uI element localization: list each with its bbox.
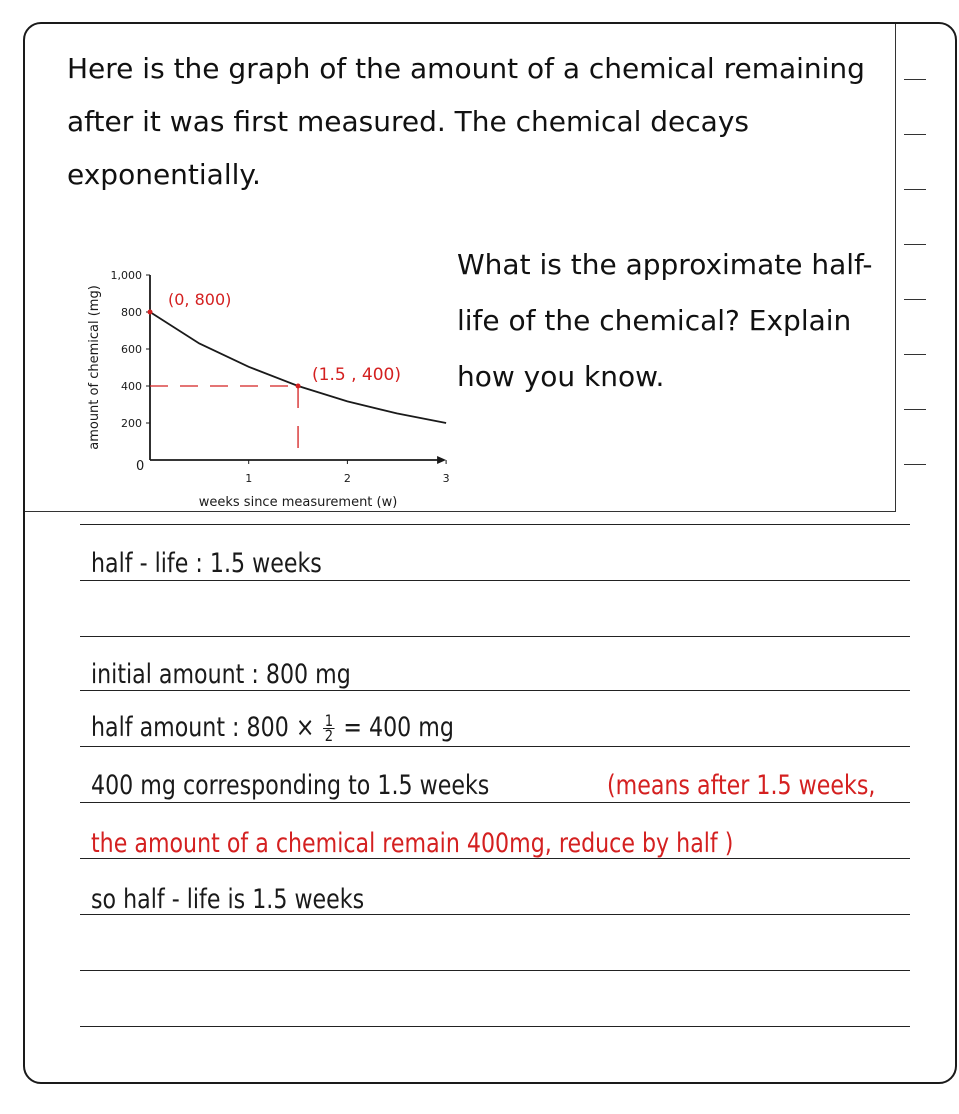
answer-line-4-black: 400 mg corresponding to 1.5 weeks (91, 770, 490, 801)
answer-line-3-prefix: half amount : 800 × (91, 712, 315, 743)
point-start (148, 310, 153, 315)
annotation-half-life: (1.5 , 400) (312, 365, 402, 385)
y-tick-label: 1,000 (110, 269, 142, 282)
margin-rules (896, 24, 936, 511)
y-tick-label: 800 (121, 306, 142, 319)
question-box (25, 24, 896, 512)
fraction-denominator: 2 (324, 726, 334, 745)
y-tick-label: 400 (121, 380, 142, 393)
x-tick-label: 2 (343, 472, 351, 485)
answer-line-4-red: (means after 1.5 weeks, (607, 770, 876, 801)
answer-line-2: initial amount : 800 mg (91, 659, 351, 690)
question-ask: What is the approximate half-life of the chemical? Explain how you know. (457, 248, 873, 393)
point-half-life (296, 384, 301, 389)
answer-line-1: half - life : 1.5 weeks (91, 548, 322, 579)
answer-line-5-red: the amount of a chemical remain 400mg, reduce by half ) (91, 828, 734, 859)
answer-line-3 (91, 711, 454, 745)
x-axis-label: weeks since measurement (w) (198, 495, 398, 510)
half-fraction (323, 711, 335, 745)
origin-label: 0 (136, 459, 145, 474)
answer-line-3-suffix: = 400 mg (343, 712, 454, 743)
question-intro: Here is the graph of the amount of a chemical remaining after it was first measured. The chemical decays exponentially. (67, 52, 865, 191)
y-tick-label: 200 (121, 417, 142, 430)
y-tick-label: 600 (121, 343, 142, 356)
worksheet-card (23, 22, 957, 1084)
x-tick-label: 1 (245, 472, 253, 485)
answer-line-6: so half - life is 1.5 weeks (91, 884, 365, 915)
fraction-numerator: 1 (324, 711, 334, 730)
decay-graph (55, 232, 475, 512)
annotation-start: (0, 800) (168, 290, 232, 309)
x-tick-label: 3 (442, 472, 450, 485)
y-axis-label: amount of chemical (mg) (87, 285, 102, 450)
x-axis-arrow (437, 456, 446, 464)
